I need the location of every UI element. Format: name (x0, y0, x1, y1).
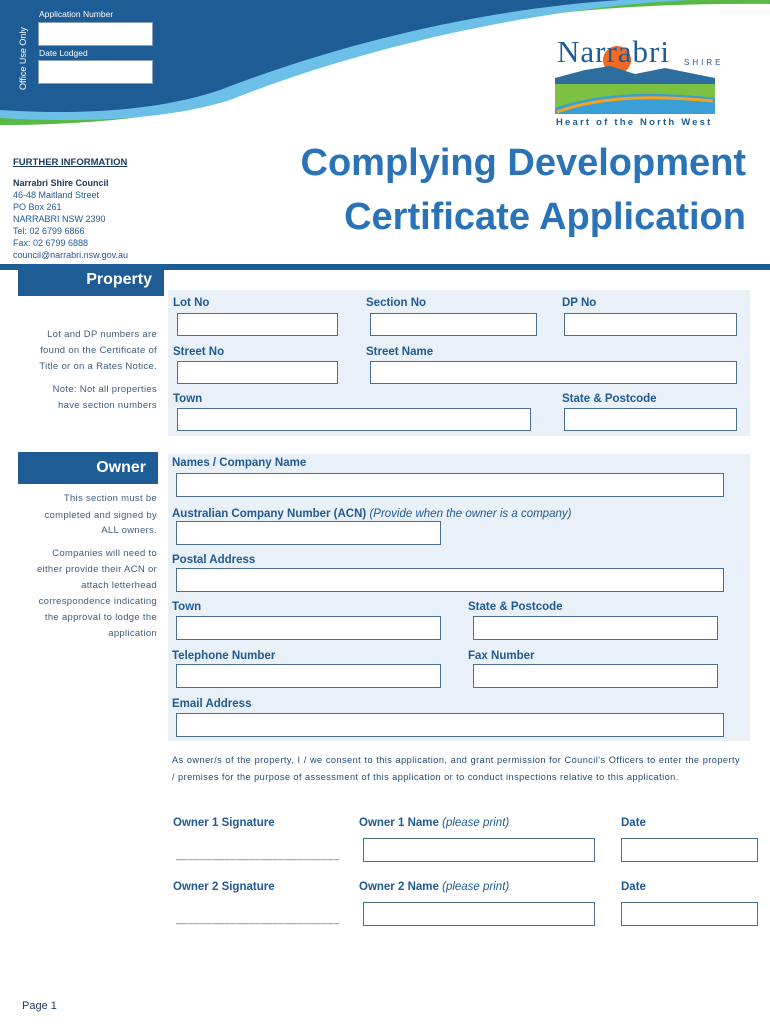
dp-no-input[interactable] (564, 313, 737, 336)
fax-label: Fax Number (468, 650, 535, 662)
owner-note-2-line-3: attach letterhead (81, 580, 157, 591)
property-town-input[interactable] (177, 408, 531, 431)
owner-2-signature-label: Owner 2 Signature (173, 881, 275, 893)
fax-input[interactable] (473, 664, 718, 688)
logo-name: Narrabri (557, 34, 670, 69)
street-no-label: Street No (173, 346, 225, 358)
telephone-label: Telephone Number (172, 650, 276, 662)
council-fax: Fax: 02 6799 6888 (13, 238, 89, 248)
property-note-1-line-2: found on the Certificate of (40, 345, 157, 356)
owner-2-name-note: (please print) (442, 881, 510, 893)
owner-state-postcode-input[interactable] (473, 616, 718, 640)
application-number-label: Application Number (39, 9, 114, 19)
owner-1-name-note: (please print) (442, 817, 510, 829)
owner-town-label: Town (172, 601, 202, 613)
street-name-label: Street Name (366, 346, 434, 358)
postal-address-label: Postal Address (172, 554, 256, 566)
property-town-label: Town (173, 393, 203, 405)
section-no-label: Section No (366, 297, 427, 309)
owner-panel (168, 454, 750, 741)
further-info-title: FURTHER INFORMATION (13, 157, 128, 168)
lot-no-input[interactable] (177, 313, 338, 336)
council-email-link[interactable]: council@narrabri.nsw.gov.au (13, 250, 129, 260)
owner-note-1-line-3: ALL owners. (101, 525, 157, 536)
application-number-input[interactable] (38, 22, 153, 46)
owner-note-2-line-1: Companies will need to (52, 548, 157, 559)
owner-2-signature-line[interactable]: ___________________________ (176, 914, 340, 925)
owner-state-postcode-label: State & Postcode (468, 601, 563, 613)
page-title-line-2: Certificate Application (344, 196, 746, 238)
names-input[interactable] (176, 473, 724, 497)
owner-note-2-line-5: the approval to lodge the (44, 612, 157, 623)
section-no-input[interactable] (370, 313, 537, 336)
acn-label-note: (Provide when the owner is a company) (369, 508, 572, 520)
names-label: Names / Company Name (172, 457, 307, 469)
owner-note-2-line-2: either provide their ACN or (36, 564, 157, 575)
street-name-input[interactable] (370, 361, 737, 384)
property-note-1-line-3: Title or on a Rates Notice. (39, 361, 157, 372)
property-section-header: Property (18, 264, 164, 296)
owner-2-name-input[interactable] (363, 902, 595, 926)
owner-consent-text: As owner/s of the property, I / we consent to this application, and grant permission for Council's Officers to enter the property / premises for the purpose of assessment of this application or to conduct inspections relative to this application. (172, 755, 740, 782)
council-address-2: PO Box 261 (13, 202, 62, 212)
owner-note-1-line-2: completed and signed by (44, 510, 157, 521)
owner-1-name-label (359, 817, 509, 829)
council-name: Narrabri Shire Council (13, 178, 109, 188)
postal-address-input[interactable] (176, 568, 724, 592)
owner-section-header: Owner (18, 452, 158, 484)
owner-1-name-input[interactable] (363, 838, 595, 862)
acn-label-text: Australian Company Number (ACN) (172, 508, 367, 520)
owner-note-2-line-6: application (108, 628, 157, 639)
property-state-postcode-input[interactable] (564, 408, 737, 431)
email-input[interactable] (176, 713, 724, 737)
email-label: Email Address (172, 698, 252, 710)
date-lodged-input[interactable] (38, 60, 153, 84)
office-use-only-label: Office Use Only (18, 27, 28, 90)
owner-2-name-label-text: Owner 2 Name (359, 881, 439, 893)
owner-2-name-label (359, 881, 509, 893)
owner-1-signature-line[interactable]: ___________________________ (176, 850, 340, 861)
property-note-1-line-1: Lot and DP numbers are (47, 329, 157, 340)
acn-label (172, 508, 571, 520)
page-number: Page 1 (22, 1000, 57, 1012)
owner-2-date-label: Date (621, 881, 646, 893)
page-title-line-1: Complying Development (300, 142, 746, 184)
owner-2-date-input[interactable] (621, 902, 758, 926)
lot-no-label: Lot No (173, 297, 210, 309)
street-no-input[interactable] (177, 361, 338, 384)
dp-no-label: DP No (562, 297, 597, 309)
owner-note-1-line-1: This section must be (63, 493, 157, 504)
owner-town-input[interactable] (176, 616, 441, 640)
council-address-3: NARRABRI NSW 2390 (13, 214, 106, 224)
owner-note-2-line-4: correspondence indicating (38, 596, 157, 607)
owner-1-name-label-text: Owner 1 Name (359, 817, 439, 829)
date-lodged-label: Date Lodged (39, 48, 88, 58)
council-address-1: 46-48 Maitland Street (13, 190, 100, 200)
owner-1-date-input[interactable] (621, 838, 758, 862)
owner-1-date-label: Date (621, 817, 646, 829)
telephone-input[interactable] (176, 664, 441, 688)
acn-input[interactable] (176, 521, 441, 545)
owner-1-signature-label: Owner 1 Signature (173, 817, 275, 829)
logo-tagline: Heart of the North West (556, 117, 713, 128)
logo-subtitle: SHIRE (684, 58, 724, 67)
property-note-2-line-1: Note: Not all properties (52, 384, 157, 395)
property-note-2-line-2: have section numbers (58, 400, 157, 411)
property-state-postcode-label: State & Postcode (562, 393, 657, 405)
council-tel: Tel: 02 6799 6866 (13, 226, 85, 236)
